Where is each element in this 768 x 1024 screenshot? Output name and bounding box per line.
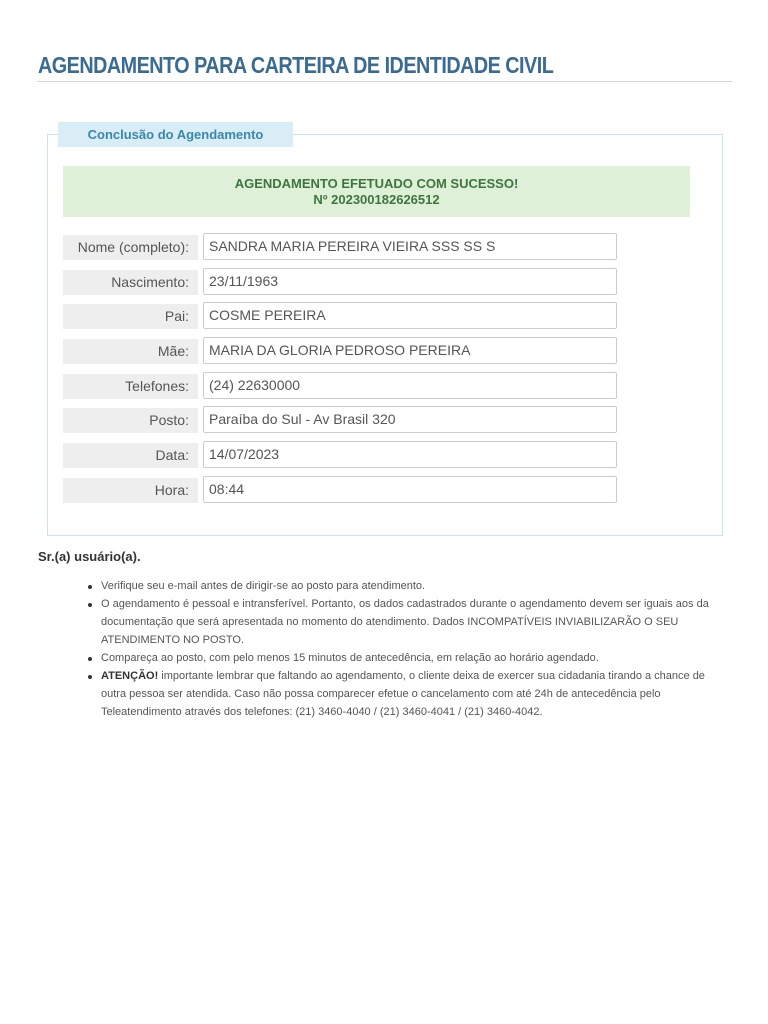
instructions-list [88, 577, 733, 721]
instruction-text: Compareça ao posto, com pelo menos 15 minutos de antecedência, em relação ao horário agendado. [101, 652, 599, 664]
title-divider [37, 81, 732, 82]
instruction-item [88, 595, 733, 649]
field-label-father: Pai: [63, 304, 198, 329]
field-label-mother: Mãe: [63, 339, 198, 364]
instruction-text: O agendamento é pessoal e intransferível. Portanto, os dados cadastrados durante o agendamento devem ser iguais aos da documentação que será apresentada no momento do atendimento. Dados INCOMPATÍVEIS INVIABILIZARÃO O SEU ATENDIMENTO NO POSTO. [101, 598, 709, 646]
success-alert [63, 166, 690, 217]
instruction-item [88, 667, 733, 721]
field-value-father: COSME PEREIRA [203, 302, 617, 329]
page-title: AGENDAMENTO PARA CARTEIRA DE IDENTIDADE CIVIL [38, 52, 554, 78]
field-row-time [63, 476, 617, 503]
success-message: AGENDAMENTO EFETUADO COM SUCESSO! [234, 176, 519, 191]
instruction-item [88, 577, 733, 595]
field-row-father [63, 302, 617, 329]
instruction-text: Verifique seu e-mail antes de dirigir-se ao posto para atendimento. [101, 580, 426, 592]
field-value-name: SANDRA MARIA PEREIRA VIEIRA SSS SS S [203, 233, 617, 260]
field-row-date [63, 441, 617, 468]
field-row-name [63, 233, 617, 260]
field-label-phones: Telefones: [63, 374, 198, 399]
field-value-time: 08:44 [203, 476, 617, 503]
field-row-mother [63, 337, 617, 364]
field-label-date: Data: [63, 443, 198, 468]
instruction-text: importante lembrar que faltando ao agendamento, o cliente deixa de exercer sua cidadania tirando a chance de outra pessoa ser atendida. Caso não possa comparecer efetue o cancelamento com até 24h de antecedência pelo Teleatendimento através dos telefones: (21) 3460-4040 / (21) 3460-4041 / (21) 3460-4042. [101, 670, 705, 718]
field-label-post: Posto: [63, 408, 198, 433]
field-value-post: Paraíba do Sul - Av Brasil 320 [203, 406, 617, 433]
attention-label: ATENÇÃO! [101, 670, 159, 682]
field-label-birth: Nascimento: [63, 270, 198, 295]
field-row-phones [63, 372, 617, 399]
panel-legend: Conclusão do Agendamento [58, 122, 293, 147]
bullet-icon [88, 675, 92, 679]
field-value-mother: MARIA DA GLORIA PEDROSO PEREIRA [203, 337, 617, 364]
user-greeting: Sr.(a) usuário(a). [38, 549, 141, 564]
bullet-icon [88, 585, 92, 589]
field-value-date: 14/07/2023 [203, 441, 617, 468]
field-row-birth [63, 268, 617, 295]
field-value-phones: (24) 22630000 [203, 372, 617, 399]
field-value-birth: 23/11/1963 [203, 268, 617, 295]
instruction-item [88, 649, 733, 667]
field-row-post [63, 406, 617, 433]
bullet-icon [88, 603, 92, 607]
bullet-icon [88, 657, 92, 661]
field-label-time: Hora: [63, 478, 198, 503]
appointment-number: Nº 202300182626512 [313, 192, 440, 207]
field-label-name: Nome (completo): [63, 235, 198, 260]
